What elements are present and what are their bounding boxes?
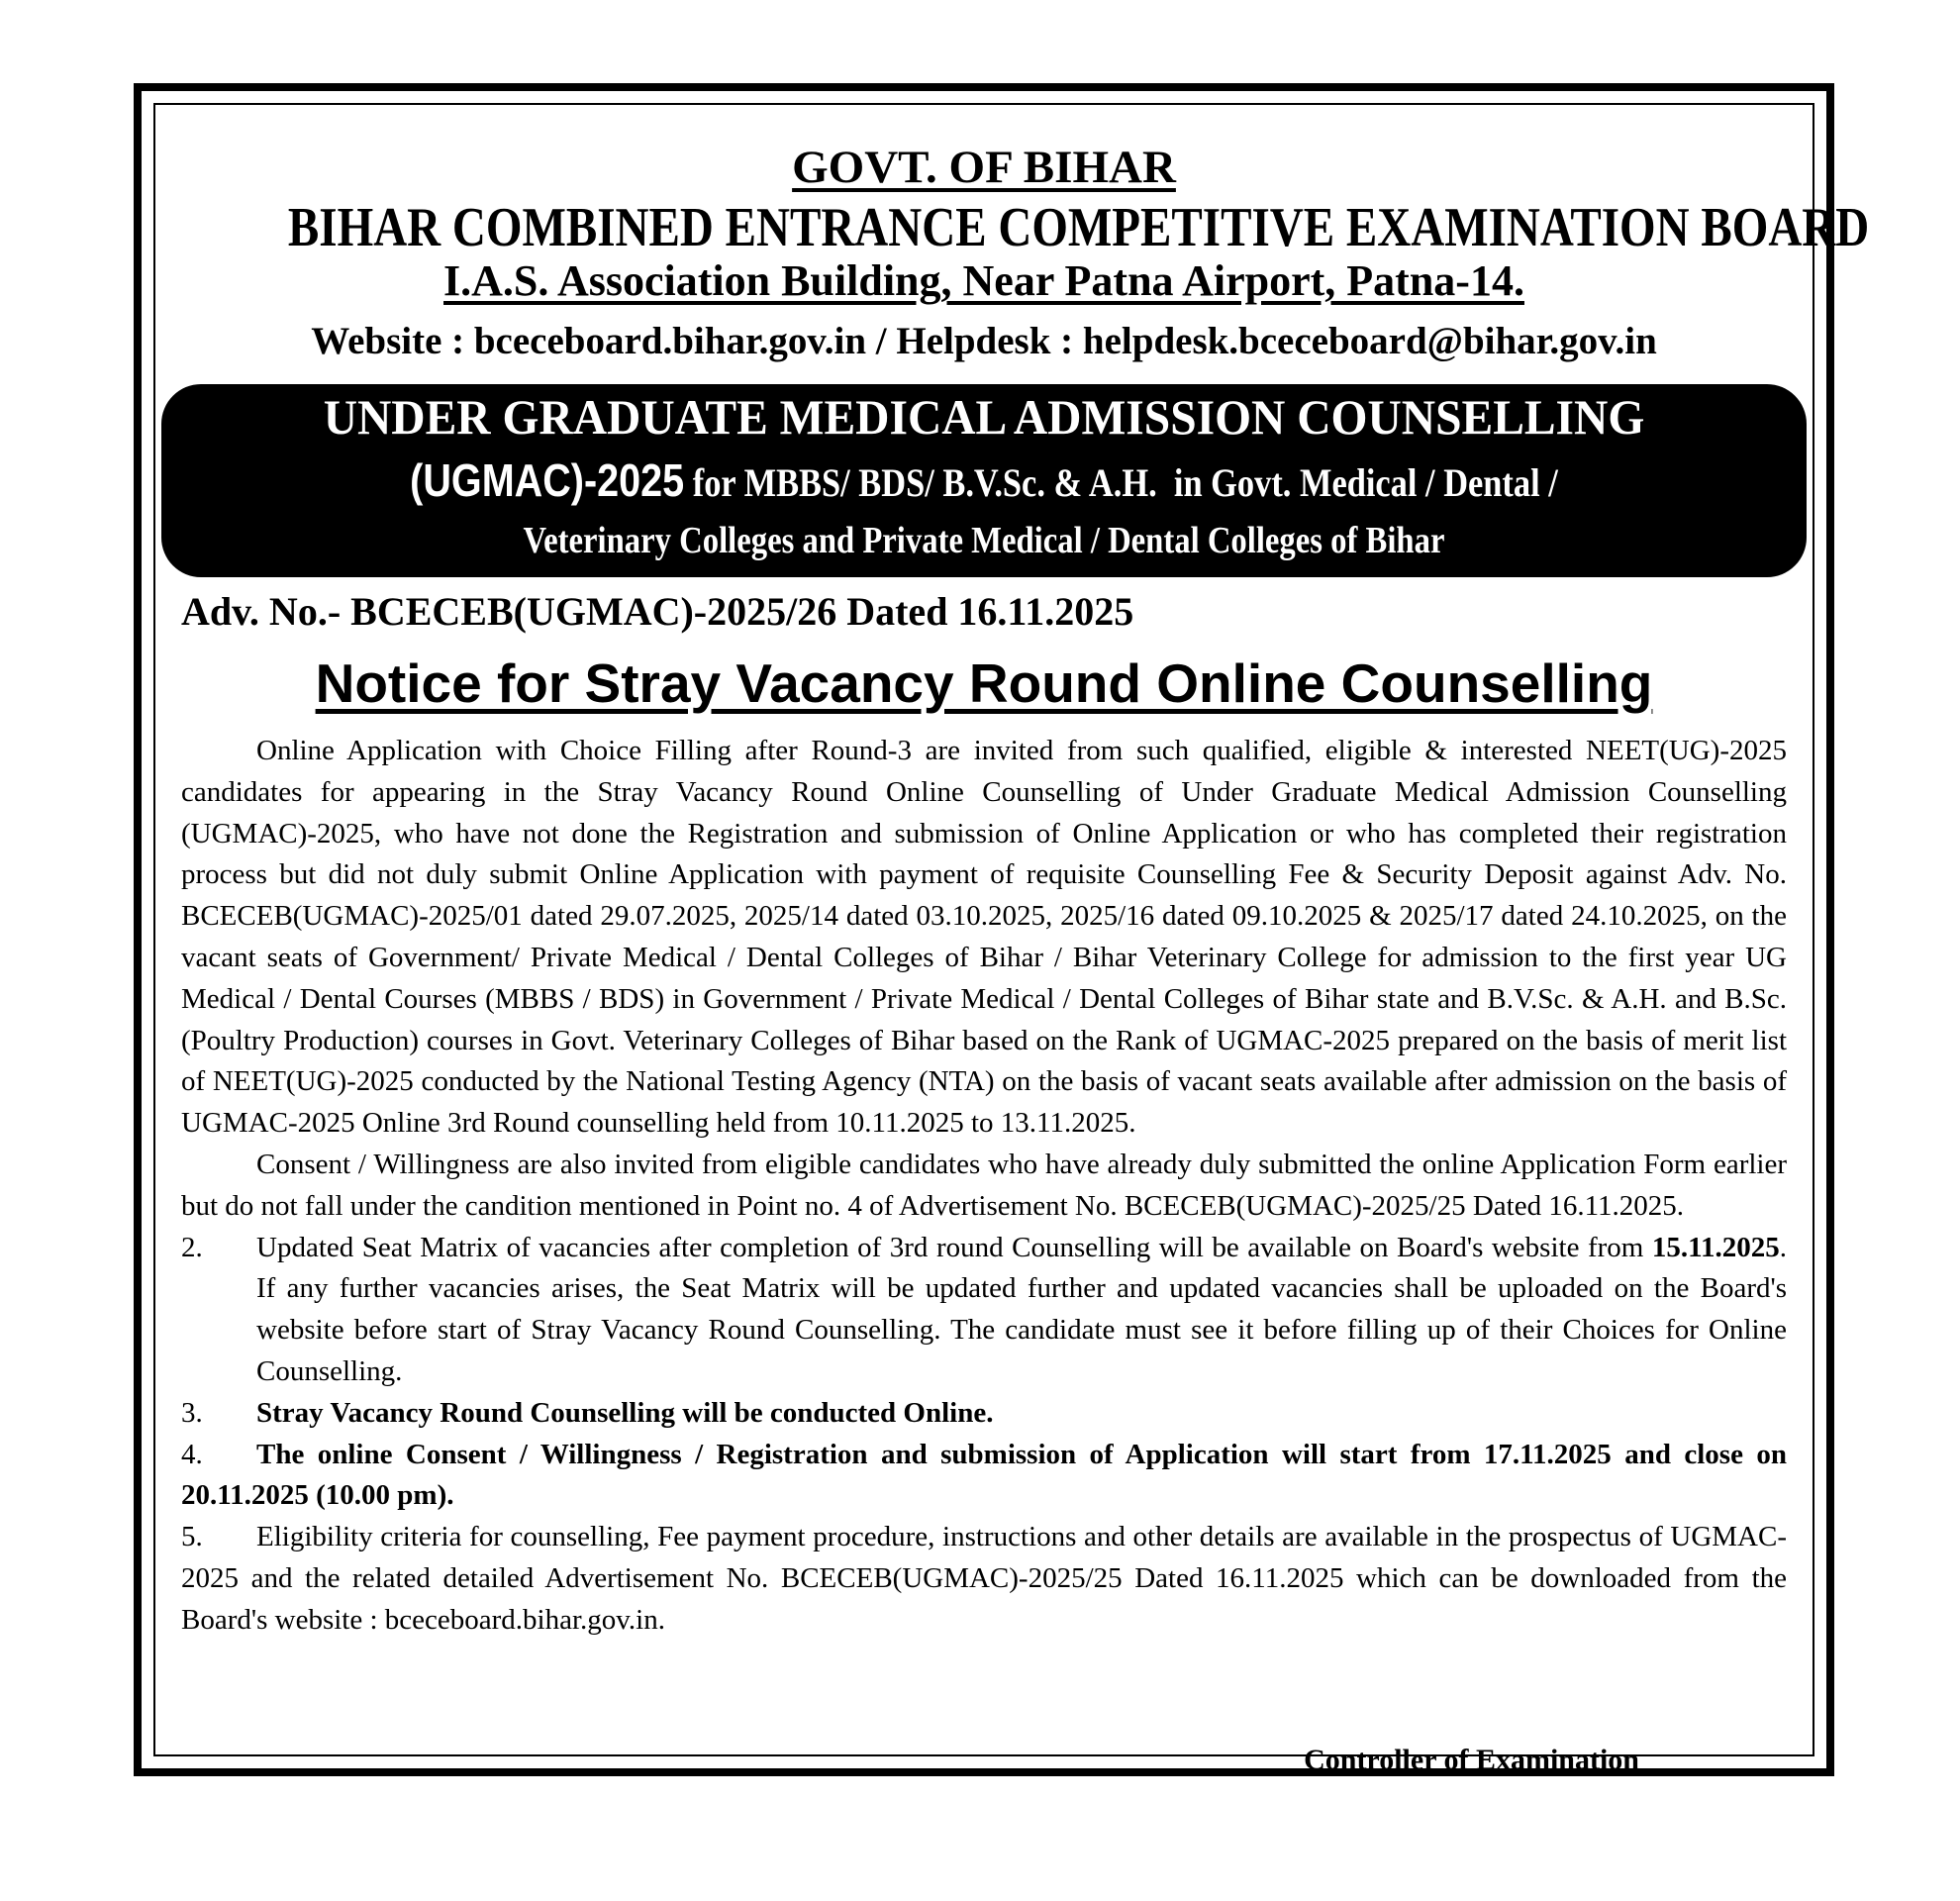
banner-ugmac-label: (UGMAC)-2025 [410,454,685,506]
notice-body [181,731,1787,1642]
paragraph-2: Consent / Willingness are also invited from eligible candidates who have already duly submitted the online Application Form earlier but do not fall under the candition mentioned in Point no. 4 of Advertisement No. BCECEB(UGMAC)-2025/25 Dated 16.11.2025. [181,1148,1787,1222]
point-5-number: 5. [181,1521,203,1553]
banner-courses: for MBBS/ BDS/ B.V.Sc. & A.H. in Govt. Medical / Dental / [684,460,1558,505]
govt-heading [155,141,1813,194]
board-address [155,255,1813,306]
banner-line-2 [276,453,1691,507]
banner-line-1: UNDER GRADUATE MEDICAL ADMISSION COUNSELLING [323,389,1645,445]
point-3-text: Stray Vacancy Round Counselling will be conducted Online. [256,1396,994,1429]
point-2-number: 2. [181,1231,203,1263]
board-address-text: I.A.S. Association Building, Near Patna Airport, Patna-14. [443,256,1524,305]
notice-outer-border [134,83,1870,1776]
govt-heading-text: GOVT. OF BIHAR [792,142,1176,193]
point-2-text-b: . If any further vacancies arises, the Seat Matrix will be updated further and updated vacancies shall be uploaded on the Board's website before start of Stray Vacancy Round Counselling. The candidate must see it before filling up of their Choices for Online Counselling. [256,1231,1787,1387]
notice-title [155,651,1813,715]
controller-signoff: Controller of Examination [1304,1744,1639,1776]
point-4 [181,1435,1787,1518]
banner-line-3: Veterinary Colleges and Private Medical / Dental Colleges of Bihar [523,520,1445,561]
point-2-date: 15.11.2025 [1651,1231,1780,1263]
point-2-text-a: Updated Seat Matrix of vacancies after completion of 3rd round Counselling will be available on Board's website from [256,1231,1652,1263]
notice-title-text: Notice for Stray Vacancy Round Online Counselling [315,652,1653,714]
paragraph-1: Online Application with Choice Filling after Round-3 are invited from such qualified, eligible & interested NEET(UG)-2025 candidates for appearing in the Stray Vacancy Round Online Counselling of Under Graduate Medical Admission Counselling (UGMAC)-2025, who have not done the Registration and submission of Online Application or who has completed their registration process but did not duly submit Online Application with payment of requisite Counselling Fee & Security Deposit against Adv. No. BCECEB(UGMAC)-2025/01 dated 29.07.2025, 2025/14 dated 03.10.2025, 2025/16 dated 09.10.2025 & 2025/17 dated 24.10.2025, on the vacant seats of Government/ Private Medical / Dental Colleges of Bihar / Bihar Veterinary College for admission to the first year UG Medical / Dental Courses (MBBS / BDS) in Government / Private Medical / Dental Colleges of Bihar state and B.V.Sc. & A.H. and B.Sc. (Poultry Production) courses in Govt. Veterinary Colleges of Bihar based on the Rank of UGMAC-2025 prepared on the basis of merit list of NEET(UG)-2025 conducted by the National Testing Agency (NTA) on the basis of vacant seats available after admission on the basis of UGMAC-2025 Online 3rd Round counselling held from 10.11.2025 to 13.11.2025. [181,735,1787,1140]
advertisement-number: Adv. No.- BCECEB(UGMAC)-2025/26 Dated 16.11.2025 [181,589,1134,634]
point-4-text: The online Consent / Willingness / Registration and submission of Application will start from 17.11.2025 and close on 20.11.2025 (10.00 pm). [181,1438,1787,1512]
website-helpdesk-line: Website : bceceboard.bihar.gov.in / Helpdesk : helpdesk.bceceboard@bihar.gov.in [311,320,1657,362]
point-4-number: 4. [181,1438,203,1470]
board-name: BIHAR COMBINED ENTRANCE COMPETITIVE EXAMINATION BOARD [287,197,1870,258]
point-3-number: 3. [181,1396,203,1429]
point-5 [181,1517,1787,1641]
point-3 [181,1393,1787,1435]
point-5-text: Eligibility criteria for counselling, Fee payment procedure, instructions and other details are available in the prospectus of UGMAC-2025 and the related detailed Advertisement No. BCECEB(UGMAC)-2025/25 Dated 16.11.2025 which can be downloaded from the Board's website : bceceboard.bihar.gov.in. [181,1521,1787,1636]
notice-inner-border [153,103,1870,1776]
title-banner [161,384,1807,577]
point-2 [181,1228,1787,1393]
